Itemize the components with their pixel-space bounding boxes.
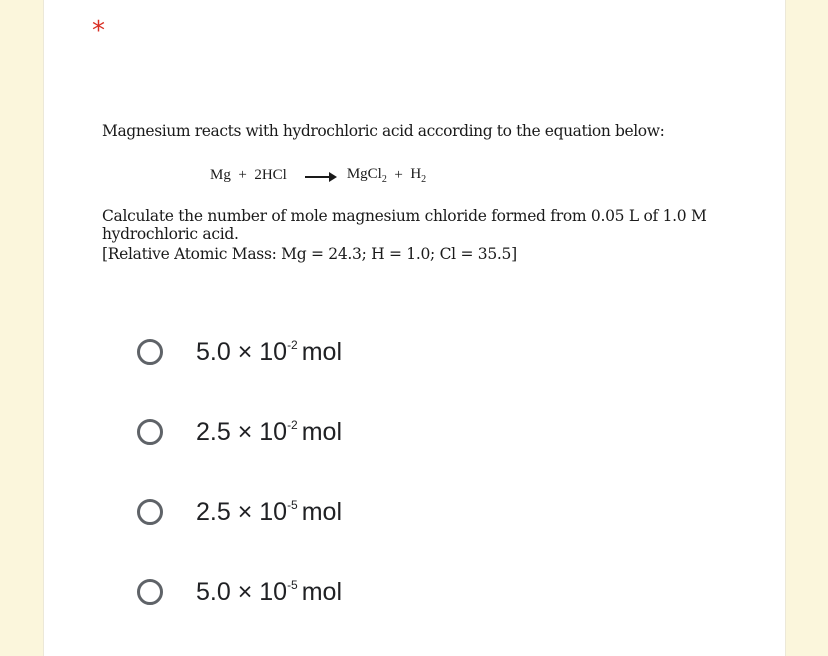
radio-circle-icon[interactable] xyxy=(137,499,163,525)
relative-atomic-mass: [Relative Atomic Mass: Mg = 24.3; H = 1.0; Cl = 35.5] xyxy=(102,245,517,263)
equation-plus-1: + xyxy=(238,167,247,183)
option-4[interactable] xyxy=(94,552,342,632)
radio-circle-icon[interactable] xyxy=(137,419,163,445)
option-2[interactable] xyxy=(94,392,342,472)
question-text: Calculate the number of mole magnesium chloride formed from 0.05 L of 1.0 M hydrochloric acid. xyxy=(102,207,707,243)
equation-plus-2: + xyxy=(394,167,403,183)
option-3[interactable] xyxy=(94,472,342,552)
chemical-equation xyxy=(210,166,762,185)
equation-product-h2: $H_2$ xyxy=(410,166,427,185)
question-card xyxy=(43,0,786,656)
equation-reactant-hcl: 2HCl xyxy=(254,167,287,183)
option-label: $5.0 \times 10^{-2}$ mol xyxy=(196,337,343,366)
radio-circle-icon[interactable] xyxy=(137,339,163,365)
radio-circle-icon[interactable] xyxy=(137,579,163,605)
required-asterisk: * xyxy=(92,16,105,46)
equation-product-mgcl2: MgCl$_2$ xyxy=(346,166,387,185)
equation-reactant-mg: Mg xyxy=(210,167,231,183)
answer-options xyxy=(94,312,342,632)
question-body xyxy=(102,122,762,263)
question-intro: Magnesium reacts with hydrochloric acid according to the equation below: xyxy=(102,122,665,140)
option-label: $2.5 \times 10^{-5}$ mol xyxy=(196,497,343,526)
option-1[interactable] xyxy=(94,312,342,392)
option-label: $5.0 \times 10^{-5}$ mol xyxy=(196,577,343,606)
arrow-icon xyxy=(305,176,335,178)
option-label: $2.5 \times 10^{-2}$ mol xyxy=(196,417,343,446)
